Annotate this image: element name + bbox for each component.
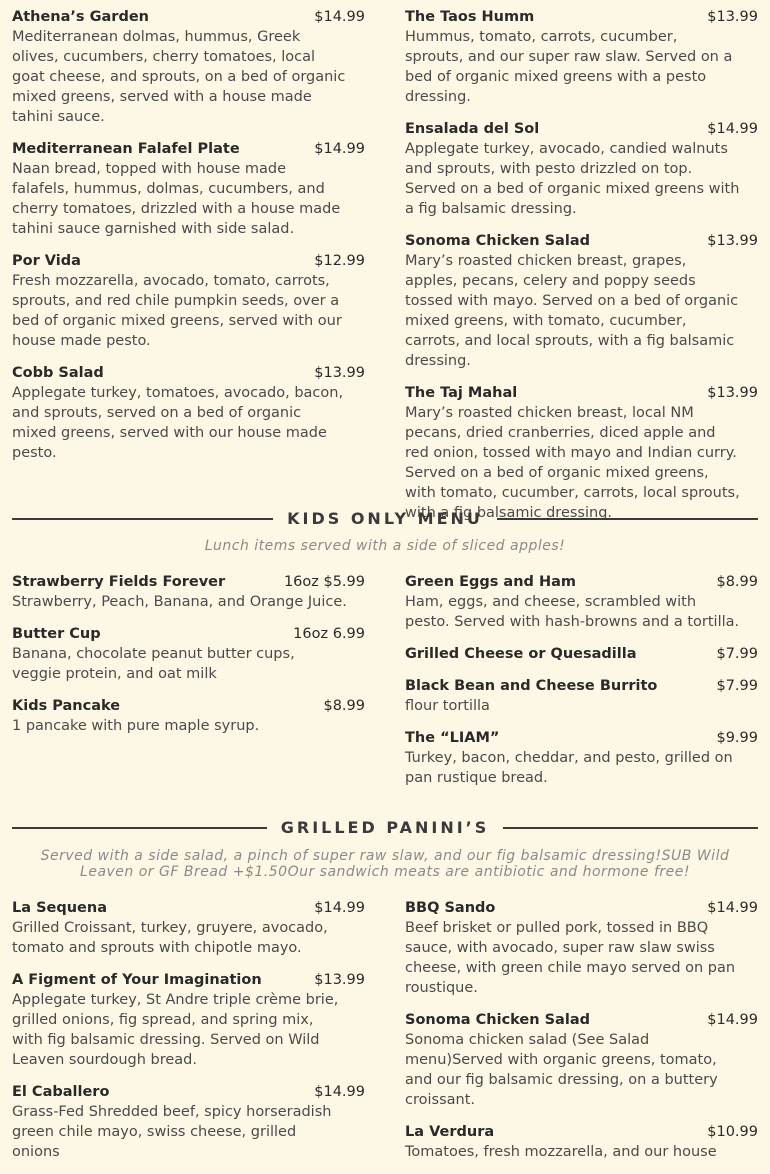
menu-item-description: Turkey, bacon, cheddar, and pesto, grilled on pan rustique bread. (405, 750, 733, 786)
menu-item-price: $7.99 (716, 678, 758, 694)
menu-item-description: Fresh mozzarella, avocado, tomato, carrots, sprouts, and red chile pumpkin seeds, over a bed of organic mixed greens, served with our house made pesto. (12, 273, 342, 349)
menu-item-name: The Taj Mahal (405, 385, 518, 401)
divider-line (12, 518, 273, 520)
menu-item-header (405, 7, 758, 27)
menu-item-name: La Verdura (405, 1124, 495, 1140)
menu-item-name: Butter Cup (12, 626, 101, 642)
menu-item-name: Black Bean and Cheese Burrito (405, 678, 658, 694)
menu-item-price: $14.99 (314, 9, 365, 25)
menu-item-name: Sonoma Chicken Salad (405, 1012, 590, 1028)
menu-item-price: $14.99 (314, 900, 365, 916)
menu-item-header (405, 728, 758, 748)
menu-item-name: Sonoma Chicken Salad (405, 233, 590, 249)
menu-item-description: Strawberry, Peach, Banana, and Orange Juice. (12, 594, 347, 610)
menu-item-name: The “LIAM” (405, 730, 500, 746)
menu-item-name: BBQ Sando (405, 900, 496, 916)
menu-item (12, 363, 365, 463)
menu-item (405, 231, 758, 371)
menu-item-description: Sonoma chicken salad (See Salad menu)Served with organic greens, tomato, and our fig balsamic dressing, on a buttery croissant. (405, 1032, 718, 1108)
menu-item-name: The Taos Humm (405, 9, 535, 25)
menu-item-price: $13.99 (707, 385, 758, 401)
menu-item (405, 7, 758, 107)
menu-item (12, 139, 365, 239)
menu-item-description: Banana, chocolate peanut butter cups, veggie protein, and oat milk (12, 646, 295, 682)
menu-item (405, 1010, 758, 1110)
panini-left-column (12, 898, 365, 1174)
menu-item (12, 251, 365, 351)
menu-item-description: flour tortilla (405, 698, 490, 714)
menu-item-header (12, 251, 365, 271)
section-title: GRILLED PANINI’S (280, 818, 490, 837)
menu-item (405, 119, 758, 219)
menu-item-price: $13.99 (314, 365, 365, 381)
menu-item-header (405, 644, 758, 664)
menu-item (12, 696, 365, 736)
menu-item-name: Athena’s Garden (12, 9, 149, 25)
divider-line (497, 518, 758, 520)
menu-item (405, 644, 758, 664)
menu-item-name: Green Eggs and Ham (405, 574, 576, 590)
menu-item-price: $14.99 (707, 900, 758, 916)
menu-item-header (405, 676, 758, 696)
menu-item-name: A Figment of Your Imagination (12, 972, 262, 988)
menu-item-header (12, 970, 365, 990)
menu-item-price: $13.99 (707, 233, 758, 249)
menu-item-price: $13.99 (707, 9, 758, 25)
menu-item-name: Mediterranean Falafel Plate (12, 141, 240, 157)
menu-item (12, 1082, 365, 1162)
menu-item-name: Por Vida (12, 253, 81, 269)
menu-item-name: El Caballero (12, 1084, 110, 1100)
salads-right-column (405, 7, 758, 535)
menu-item-header (405, 1010, 758, 1030)
kids-menu-note: Lunch items served with a side of sliced apples! (204, 538, 566, 554)
menu-item (405, 898, 758, 998)
menu-item-description: Applegate turkey, tomatoes, avocado, bacon, and sprouts, served on a bed of organic mixed greens, served with our house made pesto. (12, 385, 344, 461)
menu-item-name: Kids Pancake (12, 698, 121, 714)
menu-item-name: Strawberry Fields Forever (12, 574, 226, 590)
menu-item-price: $7.99 (716, 646, 758, 662)
panini-section (12, 898, 758, 1174)
menu-item-description: Naan bread, topped with house made falafels, hummus, dolmas, cucumbers, and cherry tomatoes, drizzled with a house made tahini sauce garnished with side salad. (12, 161, 341, 237)
menu-item-header (405, 572, 758, 592)
divider-line (503, 827, 758, 829)
menu-item-name: Cobb Salad (12, 365, 104, 381)
section-title: KIDS ONLY MENU (287, 509, 483, 528)
menu-item (405, 1122, 758, 1162)
menu-item-header (12, 7, 365, 27)
menu-item (405, 728, 758, 788)
kids-right-column (405, 572, 758, 800)
menu-item-description: Applegate turkey, St Andre triple crème brie, grilled onions, fig spread, and spring mix, with fig balsamic dressing. Served on Wild Leaven sourdough bread. (12, 992, 339, 1068)
menu-item-header (405, 383, 758, 403)
menu-item-price: 16oz 6.99 (293, 626, 365, 642)
menu-item-description: 1 pancake with pure maple syrup. (12, 718, 260, 734)
menu-item-price: $9.99 (716, 730, 758, 746)
menu-item-header (12, 363, 365, 383)
menu-item-name: Ensalada del Sol (405, 121, 540, 137)
kids-section (12, 572, 758, 800)
menu-item-header (12, 696, 365, 716)
menu-item-description: Grilled Croissant, turkey, gruyere, avocado, tomato and sprouts with chipotle mayo. (12, 920, 328, 956)
menu-item-description: Grass-Fed Shredded beef, spicy horseradish green chile mayo, swiss cheese, grilled onions (12, 1104, 332, 1160)
salads-section (12, 7, 758, 535)
menu-item-description: Mary’s roasted chicken breast, local NM pecans, dried cranberries, diced apple and red onion, tossed with mayo and Indian curry. Served on a bed of organic mixed greens, with tomato, cucumber, carrots, local sprouts, with a fig balsamic dressing. (405, 405, 740, 521)
menu-item-description: Beef brisket or pulled pork, tossed in BBQ sauce, with avocado, super raw slaw swiss cheese, with green chile mayo served on pan roustique. (405, 920, 736, 996)
menu-item-price: $14.99 (314, 1084, 365, 1100)
menu-item-price: $8.99 (323, 698, 365, 714)
menu-item-description: Mediterranean dolmas, hummus, Greek olives, cucumbers, cherry tomatoes, local goat cheese, and sprouts, on a bed of organic mixed greens, served with a house made tahini sauce. (12, 29, 346, 125)
menu-item-description: Tomatoes, fresh mozzarella, and our house (405, 1144, 717, 1160)
panini-header (12, 818, 758, 838)
menu-item-header (405, 119, 758, 139)
menu-item-header (12, 572, 365, 592)
divider-line (12, 827, 267, 829)
menu-item-price: $14.99 (707, 121, 758, 137)
menu-item-name: Grilled Cheese or Quesadilla (405, 646, 637, 662)
menu-item-header (405, 231, 758, 251)
salads-left-column (12, 7, 365, 535)
menu-item (405, 676, 758, 716)
panini-right-column (405, 898, 758, 1174)
menu-item-price: $14.99 (314, 141, 365, 157)
menu-item-description: Mary’s roasted chicken breast, grapes, apples, pecans, celery and poppy seeds tossed with mayo. Served on a bed of organic mixed greens, with tomato, cucumber, carrots, and local sprouts, with a fig balsamic dressing. (405, 253, 739, 369)
menu-item-header (12, 139, 365, 159)
menu-item-price: $8.99 (716, 574, 758, 590)
menu-item-description: Hummus, tomato, carrots, cucumber, sprouts, and our super raw slaw. Served on a bed of organic mixed greens with a pesto dressing. (405, 29, 733, 105)
menu-item-header (12, 1082, 365, 1102)
menu-item (12, 898, 365, 958)
menu-item (12, 624, 365, 684)
menu-item-price: $10.99 (707, 1124, 758, 1140)
menu-item (405, 383, 758, 523)
menu-item (12, 572, 365, 612)
kids-menu-header (12, 509, 758, 529)
menu-item-price: $14.99 (707, 1012, 758, 1028)
menu-item-description: Applegate turkey, avocado, candied walnuts and sprouts, with pesto drizzled on top. Served on a bed of organic mixed greens with a fig balsamic dressing. (405, 141, 740, 217)
menu-item (405, 572, 758, 632)
menu-item-price: $12.99 (314, 253, 365, 269)
panini-note: Served with a side salad, a pinch of super raw slaw, and our fig balsamic dressing!SUB Wild Leaven or GF Bread +$1.50Our sandwich meats are antibiotic and hormone free! (40, 848, 730, 880)
menu-item-header (12, 898, 365, 918)
menu-item-header (405, 898, 758, 918)
kids-left-column (12, 572, 365, 800)
menu-item-price: $13.99 (314, 972, 365, 988)
menu-item-description: Ham, eggs, and cheese, scrambled with pesto. Served with hash-browns and a tortilla. (405, 594, 740, 630)
menu-item-header (405, 1122, 758, 1142)
menu-item-price: 16oz $5.99 (283, 574, 365, 590)
menu-item (12, 7, 365, 127)
menu-item (12, 970, 365, 1070)
menu-item-name: La Sequena (12, 900, 107, 916)
menu-item-header (12, 624, 365, 644)
